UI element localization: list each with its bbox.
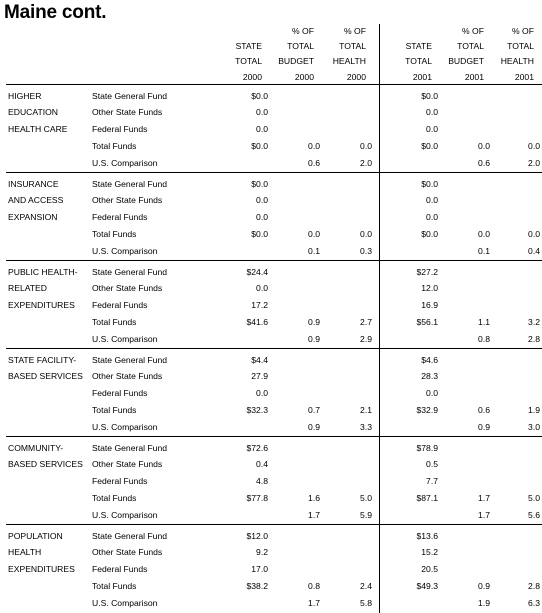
cell-pct-budget-2001: 1.1: [478, 316, 490, 327]
cell-state-total-2001: 0.0: [426, 212, 438, 223]
cell-state-total-2001: $56.1: [416, 316, 438, 327]
category-line: RELATED: [8, 283, 47, 294]
category-line: BASED SERVICES: [8, 371, 83, 382]
category-line: INSURANCE: [8, 178, 59, 189]
cell-state-total-2000: 0.0: [256, 195, 268, 206]
header-pct-health-2000: [333, 24, 366, 85]
table-row: [6, 88, 542, 105]
cell-state-total-2001: 0.0: [426, 388, 438, 399]
header-line: 2000: [294, 71, 314, 82]
row-label: U.S. Comparison: [92, 245, 158, 256]
cell-state-total-2000: 0.0: [256, 107, 268, 118]
table-section: [6, 524, 542, 613]
category-line: HEALTH CARE: [8, 124, 68, 135]
table-row: [6, 192, 542, 209]
row-label: Other State Funds: [92, 371, 163, 382]
cell-pct-budget-2001: 0.0: [478, 140, 490, 151]
cell-pct-health-2000: 5.8: [360, 597, 372, 608]
cell-pct-health-2000: 0.0: [360, 140, 372, 151]
cell-state-total-2001: 7.7: [426, 476, 438, 487]
cell-state-total-2000: $12.0: [246, 530, 268, 541]
cell-pct-budget-2001: 1.7: [478, 492, 490, 503]
cell-state-total-2001: 0.5: [426, 459, 438, 470]
cell-pct-health-2001: 5.6: [528, 509, 540, 520]
category-line: STATE FACILITY-: [8, 354, 77, 365]
cell-state-total-2000: 0.0: [256, 212, 268, 223]
header-pct-health-2001: [501, 24, 534, 85]
cell-state-total-2000: $38.2: [246, 580, 268, 591]
header-line: HEALTH: [500, 56, 534, 67]
row-label: Other State Funds: [92, 547, 163, 558]
cell-pct-health-2001: 0.4: [528, 245, 540, 256]
header-line: STATE: [405, 41, 432, 52]
cell-state-total-2001: $27.2: [416, 266, 438, 277]
table-section: [6, 260, 542, 349]
cell-pct-budget-2000: 1.7: [308, 509, 320, 520]
table-row: [6, 121, 542, 138]
cell-state-total-2001: $78.9: [416, 442, 438, 453]
table-row: [6, 209, 542, 226]
row-label: State General Fund: [92, 178, 168, 189]
cell-pct-budget-2000: 0.9: [308, 316, 320, 327]
table-row: [6, 176, 542, 193]
cell-pct-budget-2000: 0.7: [308, 404, 320, 415]
cell-state-total-2000: 17.0: [251, 564, 268, 575]
cell-state-total-2000: $32.3: [246, 404, 268, 415]
table-row: [6, 507, 542, 524]
cell-state-total-2001: $32.9: [416, 404, 438, 415]
cell-pct-budget-2001: 0.6: [478, 157, 490, 168]
header-pct-budget-2000: [278, 24, 314, 85]
cell-state-total-2000: $0.0: [251, 90, 268, 101]
header-line: 2000: [242, 71, 262, 82]
cell-pct-health-2000: 2.0: [360, 157, 372, 168]
cell-pct-health-2001: 0.0: [528, 228, 540, 239]
header-line: TOTAL: [287, 41, 314, 52]
category-line: POPULATION: [8, 530, 63, 541]
cell-pct-health-2000: 0.3: [360, 245, 372, 256]
cell-pct-budget-2000: 0.6: [308, 157, 320, 168]
cell-state-total-2000: $0.0: [251, 178, 268, 189]
cell-pct-budget-2001: 0.1: [478, 245, 490, 256]
cell-state-total-2000: 27.9: [251, 371, 268, 382]
cell-pct-health-2001: 1.9: [528, 404, 540, 415]
cell-pct-health-2000: 5.9: [360, 509, 372, 520]
table-row: [6, 528, 542, 545]
header-line: TOTAL: [507, 41, 534, 52]
category-line: EXPENDITURES: [8, 300, 75, 311]
header-line: % OF: [512, 26, 534, 36]
cell-pct-budget-2001: 0.8: [478, 333, 490, 344]
cell-state-total-2000: 9.2: [256, 547, 268, 558]
cell-state-total-2001: $0.0: [421, 178, 438, 189]
cell-pct-health-2000: 2.4: [360, 580, 372, 591]
page-title: Maine cont.: [4, 2, 107, 23]
table-row: [6, 561, 542, 578]
cell-state-total-2001: 15.2: [421, 547, 438, 558]
row-label: Federal Funds: [92, 212, 148, 223]
row-label: State General Fund: [92, 90, 168, 101]
cell-state-total-2001: $13.6: [416, 530, 438, 541]
cell-pct-budget-2000: 0.8: [308, 580, 320, 591]
table-row: [6, 264, 542, 281]
table-section: [6, 348, 542, 437]
row-label: U.S. Comparison: [92, 597, 158, 608]
header-line: TOTAL: [339, 41, 366, 52]
table-row: [6, 243, 542, 260]
cell-state-total-2001: $49.3: [416, 580, 438, 591]
cell-state-total-2001: $87.1: [416, 492, 438, 503]
row-label: Federal Funds: [92, 564, 148, 575]
category-line: AND ACCESS: [8, 195, 64, 206]
cell-state-total-2001: 20.5: [421, 564, 438, 575]
table-row: [6, 104, 542, 121]
row-label: Other State Funds: [92, 107, 163, 118]
cell-state-total-2000: $0.0: [251, 228, 268, 239]
row-label: Total Funds: [92, 580, 137, 591]
cell-state-total-2001: 0.0: [426, 124, 438, 135]
table-row: [6, 352, 542, 369]
row-label: Total Funds: [92, 140, 137, 151]
cell-pct-budget-2000: 0.9: [308, 333, 320, 344]
cell-pct-health-2001: 3.2: [528, 316, 540, 327]
table-section: [6, 84, 542, 173]
cell-state-total-2000: $24.4: [246, 266, 268, 277]
row-label: Other State Funds: [92, 459, 163, 470]
row-label: U.S. Comparison: [92, 333, 158, 344]
table-row: [6, 314, 542, 331]
header-line: % OF: [462, 26, 484, 36]
table-row: [6, 297, 542, 314]
row-label: Federal Funds: [92, 124, 148, 135]
cell-state-total-2001: 0.0: [426, 195, 438, 206]
row-label: U.S. Comparison: [92, 157, 158, 168]
table-row: [6, 331, 542, 348]
table-section: [6, 172, 542, 261]
cell-state-total-2001: 16.9: [421, 300, 438, 311]
header-pct-budget-2001: [448, 24, 484, 85]
table-row: [6, 440, 542, 457]
table-row: [6, 419, 542, 436]
cell-pct-health-2001: 5.0: [528, 492, 540, 503]
cell-pct-budget-2000: 1.6: [308, 492, 320, 503]
row-label: Total Funds: [92, 316, 137, 327]
cell-pct-budget-2001: 0.9: [478, 421, 490, 432]
cell-state-total-2001: $0.0: [421, 140, 438, 151]
cell-pct-budget-2000: 1.7: [308, 597, 320, 608]
header-line: HEALTH: [332, 56, 366, 67]
row-label: Other State Funds: [92, 283, 163, 294]
row-label: Federal Funds: [92, 300, 148, 311]
header-line: BUDGET: [278, 56, 314, 67]
row-label: State General Fund: [92, 530, 168, 541]
table-row: [6, 385, 542, 402]
category-line: EDUCATION: [8, 107, 58, 118]
cell-state-total-2000: 0.0: [256, 124, 268, 135]
category-line: HIGHER: [8, 90, 42, 101]
category-line: EXPENDITURES: [8, 564, 75, 575]
cell-state-total-2000: $41.6: [246, 316, 268, 327]
table-row: [6, 456, 542, 473]
cell-pct-health-2000: 3.3: [360, 421, 372, 432]
cell-pct-budget-2000: 0.0: [308, 140, 320, 151]
cell-pct-budget-2000: 0.0: [308, 228, 320, 239]
category-line: EXPANSION: [8, 212, 58, 223]
header-line: 2000: [346, 71, 366, 82]
table-row: [6, 578, 542, 595]
cell-pct-health-2001: 3.0: [528, 421, 540, 432]
cell-state-total-2000: $77.8: [246, 492, 268, 503]
cell-state-total-2001: 12.0: [421, 283, 438, 294]
table-row: [6, 473, 542, 490]
header-line: BUDGET: [448, 56, 484, 67]
header-line: % OF: [292, 26, 314, 36]
cell-pct-budget-2001: 0.6: [478, 404, 490, 415]
cell-pct-health-2001: 6.3: [528, 597, 540, 608]
row-label: Federal Funds: [92, 388, 148, 399]
row-label: Total Funds: [92, 228, 137, 239]
cell-state-total-2001: $4.6: [421, 354, 438, 365]
category-line: HEALTH: [8, 547, 42, 558]
cell-pct-budget-2000: 0.9: [308, 421, 320, 432]
cell-state-total-2000: 0.0: [256, 283, 268, 294]
header-line: 2001: [412, 71, 432, 82]
header-line: TOTAL: [235, 56, 262, 67]
cell-state-total-2000: 0.4: [256, 459, 268, 470]
cell-pct-budget-2001: 0.0: [478, 228, 490, 239]
row-label: State General Fund: [92, 354, 168, 365]
cell-state-total-2000: $0.0: [251, 140, 268, 151]
table-row: [6, 402, 542, 419]
row-label: U.S. Comparison: [92, 509, 158, 520]
cell-state-total-2000: $4.4: [251, 354, 268, 365]
header-line: STATE: [235, 41, 262, 52]
cell-pct-health-2001: 2.0: [528, 157, 540, 168]
row-label: U.S. Comparison: [92, 421, 158, 432]
cell-pct-budget-2001: 1.9: [478, 597, 490, 608]
cell-state-total-2000: 0.0: [256, 388, 268, 399]
table-row: [6, 155, 542, 172]
cell-pct-health-2001: 2.8: [528, 580, 540, 591]
cell-pct-health-2000: 2.1: [360, 404, 372, 415]
category-line: BASED SERVICES: [8, 459, 83, 470]
cell-pct-budget-2001: 0.9: [478, 580, 490, 591]
cell-state-total-2001: $0.0: [421, 90, 438, 101]
table-section: [6, 436, 542, 525]
cell-state-total-2001: 0.0: [426, 107, 438, 118]
header-state-total-2001: [405, 39, 432, 85]
cell-state-total-2001: $0.0: [421, 228, 438, 239]
header-line: 2001: [464, 71, 484, 82]
header-line: 2001: [514, 71, 534, 82]
table-row: [6, 368, 542, 385]
cell-pct-health-2000: 2.9: [360, 333, 372, 344]
header-line: TOTAL: [457, 41, 484, 52]
header-state-total-2000: [235, 39, 262, 85]
cell-pct-health-2001: 2.8: [528, 333, 540, 344]
header-line: % OF: [344, 26, 366, 36]
table-row: [6, 138, 542, 155]
cell-pct-health-2000: 5.0: [360, 492, 372, 503]
cell-pct-health-2000: 0.0: [360, 228, 372, 239]
cell-pct-budget-2001: 1.7: [478, 509, 490, 520]
header-line: TOTAL: [405, 56, 432, 67]
row-label: State General Fund: [92, 266, 168, 277]
cell-pct-budget-2000: 0.1: [308, 245, 320, 256]
row-label: State General Fund: [92, 442, 168, 453]
table-row: [6, 226, 542, 243]
row-label: Other State Funds: [92, 195, 163, 206]
category-line: PUBLIC HEALTH-: [8, 266, 78, 277]
cell-state-total-2001: 28.3: [421, 371, 438, 382]
table-row: [6, 490, 542, 507]
row-label: Federal Funds: [92, 476, 148, 487]
category-line: COMMUNITY-: [8, 442, 64, 453]
cell-pct-health-2000: 2.7: [360, 316, 372, 327]
table-row: [6, 595, 542, 612]
row-label: Total Funds: [92, 492, 137, 503]
cell-state-total-2000: 17.2: [251, 300, 268, 311]
cell-pct-health-2001: 0.0: [528, 140, 540, 151]
cell-state-total-2000: 4.8: [256, 476, 268, 487]
table-row: [6, 544, 542, 561]
table-row: [6, 280, 542, 297]
cell-state-total-2000: $72.6: [246, 442, 268, 453]
row-label: Total Funds: [92, 404, 137, 415]
